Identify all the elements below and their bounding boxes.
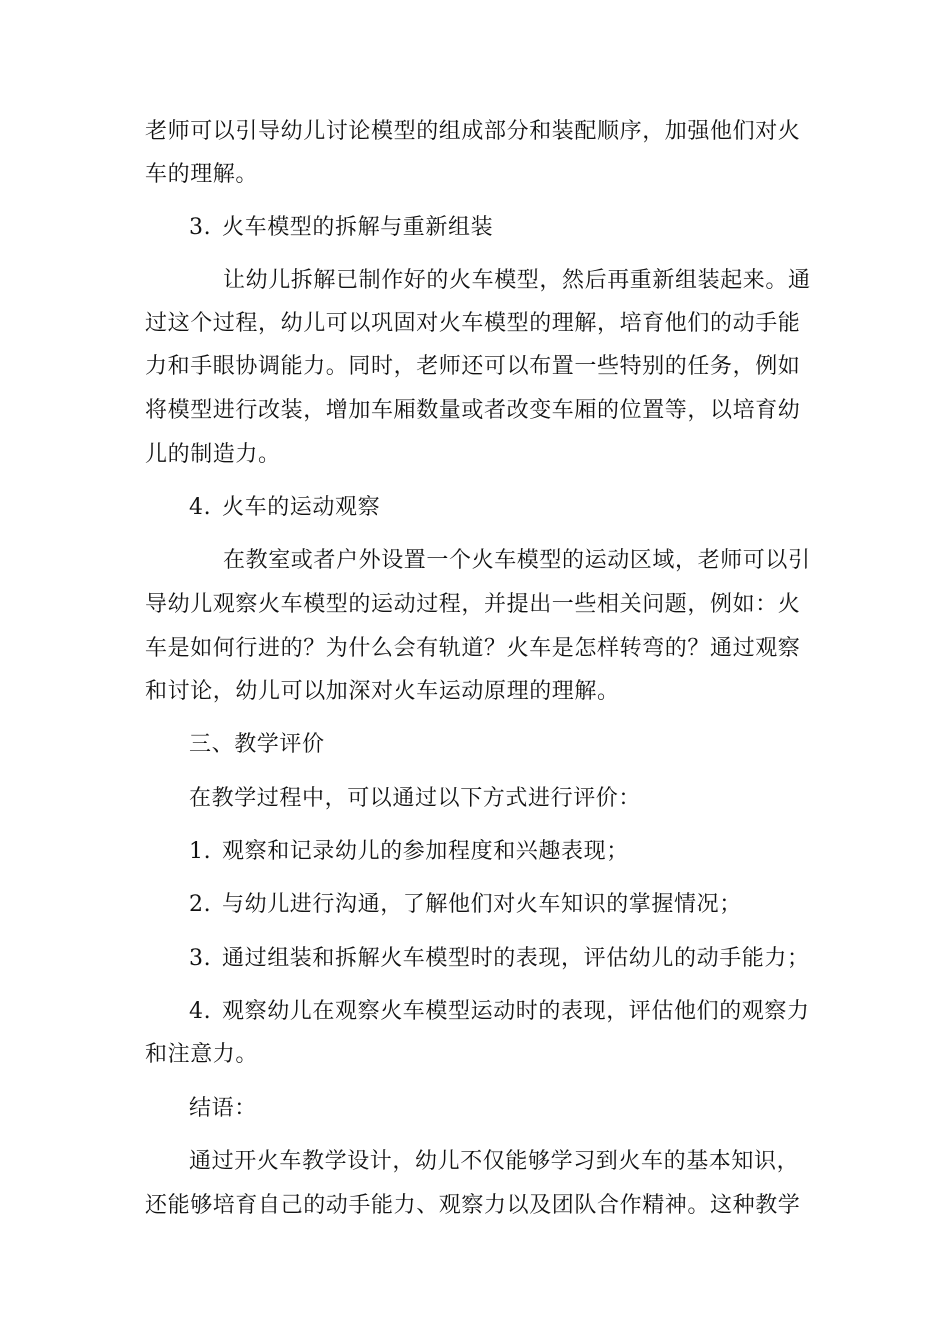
section-heading-3	[189, 213, 493, 243]
paragraph-line: 通过开火车教学设计，幼儿不仅能够学习到火车的基本知识，	[189, 1149, 800, 1174]
paragraph-line: 过这个过程，幼儿可以巩固对火车模型的理解，培育他们的动手能	[145, 311, 801, 336]
list-item	[189, 890, 742, 920]
paragraph-line: 车的理解。	[145, 162, 259, 187]
paragraph-line: 力和手眼协调能力。同时，老师还可以布置一些特别的任务，例如	[145, 354, 801, 379]
list-item-text: 观察和记录幼儿的参加程度和兴趣表现；	[222, 839, 629, 864]
heading-text: 火车模型的拆解与重新组装	[222, 215, 494, 240]
item-number: 2.	[189, 892, 212, 917]
paragraph-line: 老师可以引导幼儿讨论模型的组成部分和装配顺序，加强他们对火	[145, 119, 801, 144]
paragraph-line: 将模型进行改装，增加车厢数量或者改变车厢的位置等，以培育幼	[145, 398, 801, 423]
item-number: 3.	[189, 215, 212, 240]
list-item	[189, 997, 810, 1027]
section-heading-evaluation: 三、教学评价	[189, 732, 325, 757]
list-item-text: 与幼儿进行沟通，了解他们对火车知识的掌握情况；	[222, 892, 742, 917]
item-number: 1.	[189, 839, 212, 864]
conclusion-heading: 结语：	[189, 1096, 257, 1121]
list-item	[189, 837, 629, 867]
section-heading-4	[189, 493, 380, 523]
list-item	[189, 944, 810, 974]
paragraph-line: 还能够培育自己的动手能力、观察力以及团队合作精神。这种教学	[145, 1193, 801, 1218]
paragraph-line: 让幼儿拆解已制作好的火车模型，然后再重新组装起来。通	[223, 268, 811, 293]
list-item-text: 通过组装和拆解火车模型时的表现，评估幼儿的动手能力；	[222, 946, 810, 971]
paragraph-line: 儿的制造力。	[145, 442, 281, 467]
paragraph-line: 和讨论，幼儿可以加深对火车运动原理的理解。	[145, 679, 620, 704]
paragraph-line: 在教学过程中，可以通过以下方式进行评价：	[189, 786, 642, 811]
paragraph-line: 和注意力。	[145, 1042, 259, 1067]
list-item-text: 观察幼儿在观察火车模型运动时的表现，评估他们的观察力	[222, 999, 810, 1024]
paragraph-line: 车是如何行进的？为什么会有轨道？火车是怎样转弯的？通过观察	[145, 636, 801, 661]
paragraph-line: 导幼儿观察火车模型的运动过程，并提出一些相关问题，例如：火	[145, 592, 801, 617]
item-number: 4.	[189, 999, 212, 1024]
paragraph-line: 在教室或者户外设置一个火车模型的运动区域，老师可以引	[223, 548, 811, 573]
item-number: 4.	[189, 495, 212, 520]
heading-text: 火车的运动观察	[222, 495, 381, 520]
item-number: 3.	[189, 946, 212, 971]
